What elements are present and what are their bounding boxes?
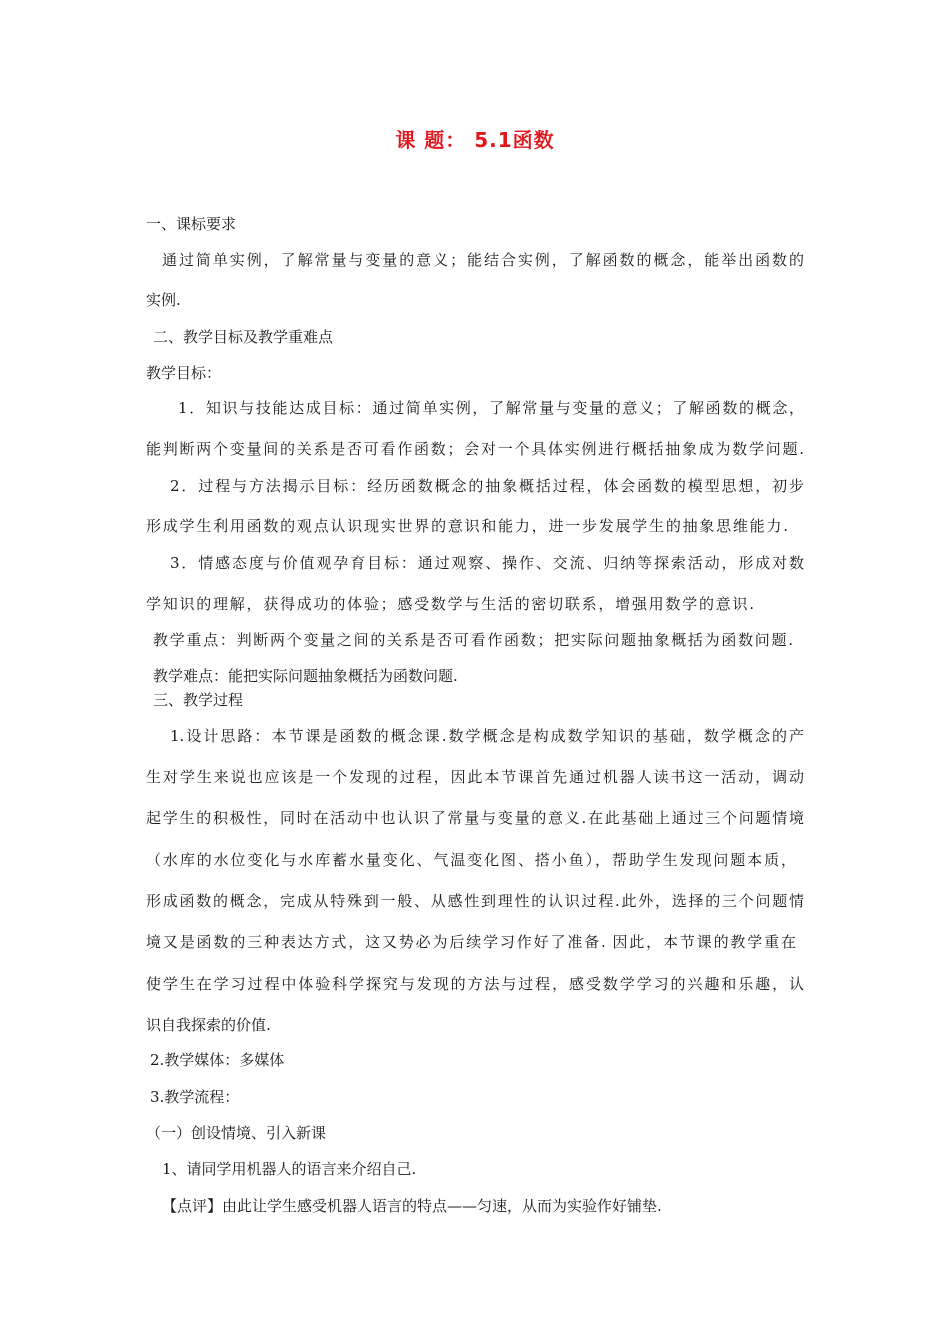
paragraph-line: 形成学生利用函数的观点认识现实世界的意识和能力，进一步发展学生的抽象思维能力. bbox=[146, 517, 788, 535]
section-heading-3: 三、教学过程 bbox=[153, 691, 244, 709]
paragraph-line: 能判断两个变量间的关系是否可看作函数；会对一个具体实例进行概括抽象成为数学问题. bbox=[146, 440, 804, 458]
paragraph-line: 1.设计思路：本节课是函数的概念课.数学概念是构成数学知识的基础，数学概念的产 bbox=[170, 727, 804, 745]
subheading: 教学目标： bbox=[146, 364, 222, 382]
paragraph-line: 通过简单实例，了解常量与变量的意义；能结合实例，了解函数的概念，能举出函数的 bbox=[162, 251, 804, 269]
section-heading-1: 一、课标要求 bbox=[146, 215, 237, 233]
section-heading-2: 二、教学目标及教学重难点 bbox=[153, 328, 334, 346]
key-point-line: 教学重点：判断两个变量之间的关系是否可看作函数；把实际问题抽象概括为函数问题. bbox=[153, 631, 793, 649]
difficulty-line: 教学难点：能把实际问题抽象概括为函数问题. bbox=[153, 667, 458, 685]
paragraph-line: 识自我探索的价值. bbox=[146, 1016, 271, 1034]
flow-line: 3.教学流程： bbox=[150, 1088, 240, 1106]
paragraph-line: 起学生的积极性，同时在活动中也认识了常量与变量的意义.在此基础上通过三个问题情境 bbox=[146, 809, 804, 827]
comment-line: 【点评】由此让学生感受机器人语言的特点——匀速，从而为实验作好铺垫. bbox=[162, 1197, 662, 1215]
subsection-heading: （一）创设情境、引入新课 bbox=[146, 1124, 327, 1142]
paragraph-line: 形成函数的概念，完成从特殊到一般、从感性到理性的认识过程.此外，选择的三个问题情 bbox=[146, 892, 804, 910]
paragraph-line: 1．知识与技能达成目标：通过简单实例，了解常量与变量的意义；了解函数的概念， bbox=[178, 399, 804, 417]
paragraph-line: 使学生在学习过程中体验科学探究与发现的方法与过程，感受数学学习的兴趣和乐趣，认 bbox=[146, 975, 804, 993]
paragraph-line: 3．情感态度与价值观孕育目标：通过观察、操作、交流、归纳等探索活动，形成对数 bbox=[170, 554, 804, 572]
paragraph-line: 2．过程与方法揭示目标：经历函数概念的抽象概括过程，体会函数的模型思想，初步 bbox=[170, 477, 804, 495]
paragraph-line: 生对学生来说也应该是一个发现的过程，因此本节课首先通过机器人读书这一活动，调动 bbox=[146, 768, 804, 786]
page-title: 课 题： 5.1函数 bbox=[395, 128, 555, 152]
activity-line: 1、请同学用机器人的语言来介绍自己. bbox=[162, 1160, 417, 1178]
paragraph-line: （水库的水位变化与水库蓄水量变化、气温变化图、搭小鱼），帮助学生发现问题本质， bbox=[146, 851, 796, 869]
paragraph-line: 实例. bbox=[146, 291, 181, 309]
paragraph-line: 学知识的理解，获得成功的体验；感受数学与生活的密切联系，增强用数学的意识. bbox=[146, 595, 754, 613]
paragraph-line: 境又是函数的三种表达方式，这又势必为后续学习作好了准备. 因此，本节课的教学重在 bbox=[146, 933, 796, 951]
media-line: 2.教学媒体：多媒体 bbox=[150, 1051, 285, 1069]
